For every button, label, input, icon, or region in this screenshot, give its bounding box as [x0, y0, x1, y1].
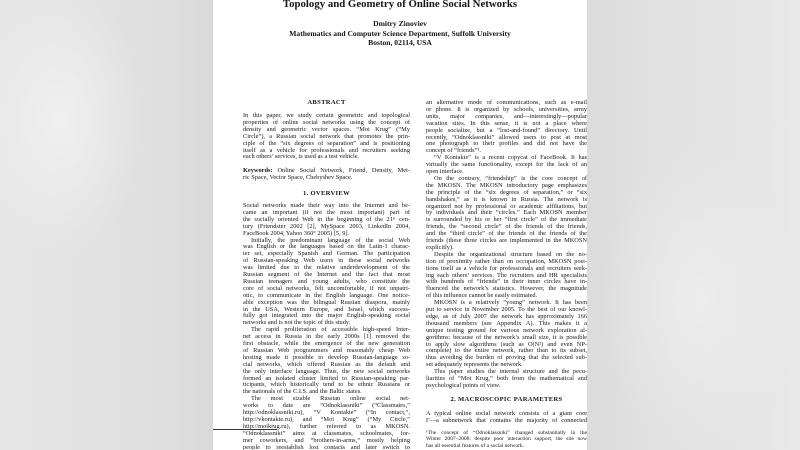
body-paragraph-line: of this influence cannot be easily estimated. — [426, 292, 538, 300]
footnote-line: Winter 2007–2008: despite poor interaction support, the site now — [426, 436, 587, 443]
body-paragraph-line: with hundreds of “friends” in their inner circles have in- — [426, 278, 587, 286]
abstract-line: each others’ services, is used as a test vehicle. — [243, 153, 360, 161]
author-affiliation: Mathematics and Computer Science Department, Suffolk University — [289, 28, 511, 38]
body-paragraph-line: unique testing ground for various network exploration al- — [426, 326, 587, 334]
overview-paragraph-line: Initially, the predominant language of the social Web — [251, 236, 410, 244]
abstract-line: density and geometric vector spaces. “Moi Krug” (“My — [243, 125, 410, 133]
body-paragraph-line: liarities of “Moi Krug,” both from the mathematical and — [426, 375, 587, 382]
overview-paragraph-line: The most sizable Russian online social net- — [251, 395, 410, 403]
overview-paragraph-line: http://odnoklassniki.ru), “V Kontakte” (“In contact,”, — [243, 409, 410, 416]
overview-paragraph-line: http://vkontakte.ru), and “Moi Krug” (“My Circle,” — [243, 415, 410, 423]
body-paragraph-line: friends, the “second circle” of the friends of the friends, — [426, 223, 587, 231]
overview-paragraph-line: the nationals of the C.I.S. and the Baltic states. — [243, 388, 362, 396]
overview-paragraph-line: came an important (if not the most important) part of — [243, 208, 410, 216]
body-paragraph-line: the MKOSN. The MKOSN introductory page emphasizes — [426, 181, 587, 189]
body-paragraph-line: vacation sites. In this sense, it is not a place where — [426, 119, 587, 127]
overview-paragraph-line: cial networks, which offered Russian as the default and — [243, 360, 410, 368]
abstract-line: ciple of the “six degrees of separation” and is positioning — [243, 139, 410, 147]
overview-paragraph-line: in the USA, Western Europe, and Israel, which success- — [243, 305, 410, 313]
overview-paragraph-line: ter set, especially Spanish and German. The participation — [243, 250, 410, 258]
overview-paragraph-line: networks and is not the topic of this study. — [243, 319, 351, 327]
overview-paragraph-line: hosting made it possible to develop Russian-language so- — [243, 353, 410, 361]
section-heading-overview: 1. OVERVIEW — [302, 190, 351, 197]
body-paragraph-line: put to service in November 2005. To the best of our knowl- — [426, 306, 587, 313]
keywords-label: Keywords: — [243, 167, 273, 174]
overview-paragraph-line: the socially oriented Web in the beginning of the 21ˢᵗ cen- — [243, 215, 410, 223]
body-paragraph-line: an alternative mode of communications, such as e-mail — [426, 99, 587, 106]
overview-paragraph-line: net access in Russia in the early 2000s [1] removed the — [243, 333, 410, 341]
overview-paragraph-line: formed an isolated cluster limited to Russian-speaking par- — [243, 374, 410, 382]
overview-paragraph-line: works to date are “Odnoklassniki” (“Classmates,” — [243, 402, 410, 410]
body-paragraph-line: tions itself as a vehicle for professionals and recruiters seek- — [426, 264, 587, 272]
overview-paragraph-line: first obstacle, while the emergence of the new generation — [243, 340, 410, 347]
footnote-line: ¹The concept of “Odnoklassniki” changed substantially in the — [426, 430, 587, 436]
abstract-line: In this paper, we study certain geometric and topological — [243, 112, 410, 119]
overview-paragraph-line: Russian teenagers and young adults, who constitute the — [243, 277, 410, 285]
body-paragraph-line: people socialize, but a “lost-and-found” directory. Until — [426, 126, 587, 134]
abstract-line: properties of online social networks using the concept of — [243, 118, 410, 126]
overview-paragraph-line: The rapid proliferation of accessible high-speed Inter- — [251, 326, 410, 334]
body-paragraph-line: recently, “Odnoklassniki” allowed users to post at most — [426, 133, 587, 141]
body-paragraph-line: tion of proximity rather than on occupation, MKOSN posi- — [426, 257, 587, 265]
body-paragraph-line: concept of “friends”¹. — [426, 147, 481, 155]
overview-paragraph-line: Russian segment of the Internet and the fact that most — [243, 271, 410, 278]
body-paragraph-line: MKOSN is a relatively “young” network. It has been — [434, 299, 587, 307]
overview-paragraph-line: of Russian Web programmers and reasonably cheap Web — [243, 346, 410, 354]
overview-paragraph-line: core of social networks, felt uncomfortable, if not unpatri- — [243, 284, 410, 292]
macroscopic-paragraph-line: Γ—a subnetwork that contains the majority of connected — [426, 416, 587, 424]
abstract-line: itself as a vehicle for professionals and recruiters seeking — [243, 146, 410, 154]
overview-paragraph-line: Social networks made their way into the Internet and be- — [243, 202, 410, 209]
body-paragraph-line: friends (these three circles are implemented in the MKOSN — [426, 237, 587, 244]
body-paragraph-line: one photograph to their profiles and did not have the — [426, 140, 587, 148]
overview-paragraph-line: the only interface language. Thus, the new social networks — [243, 367, 410, 375]
body-paragraph-line: thousand members (see Appendix A). This makes it a — [426, 319, 587, 327]
section-heading-macroscopic: 2. MACROSCOPIC PARAMETERS — [450, 396, 563, 403]
body-paragraph-line: to apply slow algorithms (such as O(N²) and even NP- — [426, 340, 587, 348]
body-paragraph-line: the principle of the “six degrees of separation,” or “six — [426, 188, 587, 196]
overview-paragraph-line: fully got integrated into the major English-speaking social — [243, 312, 410, 320]
keywords-text: ric Space, Vector Space, Chebyshev Space. — [243, 173, 353, 181]
body-paragraph-line: ing each others’ services. The recruiters and HR specialists — [426, 271, 587, 279]
footnote-line: has all essential features of a social network. — [426, 442, 525, 449]
body-paragraph-line: units, major companies, and—interestingly—popular — [426, 112, 587, 120]
paper-title: Topology and Geometry of Online Social Networks — [282, 0, 518, 10]
overview-paragraph-line: mer coworkers, and “brothers-in-arms,” mostly helping — [243, 436, 410, 444]
body-paragraph-line: edge, as of July 2007 the network has approximately 166 — [426, 312, 587, 320]
body-paragraph-line: handshakes,” as it is known in Russia. The network is — [426, 195, 587, 203]
abstract-heading: ABSTRACT — [307, 99, 346, 106]
overview-paragraph-line: people to reestablish lost contacts and later switch to — [243, 443, 410, 450]
overview-paragraph-line: otic, to communicate in the English language. One notice- — [243, 291, 410, 299]
overview-paragraph-line: of Russian-speaking Web users in these social networks — [243, 257, 410, 265]
body-paragraph-line: explicitly). — [426, 243, 454, 251]
body-paragraph-line: by individuals and their “circles.” Each MKOSN member — [426, 209, 587, 217]
body-paragraph-line: open interface. — [426, 168, 464, 175]
abstract-line: Circle”), a Russian social network that promotes the prin- — [243, 132, 410, 140]
body-paragraph-line: or phone. It is organized by schools, universities, army — [426, 105, 587, 113]
keywords-text: Online Social Network, Friend, Density, Met- — [272, 167, 410, 174]
macroscopic-paragraph-line: A typical online social network consists of a giant core — [426, 410, 587, 417]
overview-paragraph-line: able exception was the bilingual Russian diaspora, mainly — [243, 298, 410, 306]
author-name: Dmitry Zinoviev — [373, 19, 427, 28]
overview-paragraph-line: “Odnoklassniki” aims at classmates, schoolmates, for- — [243, 429, 410, 437]
body-paragraph-line: psychological points of view. — [426, 381, 501, 389]
body-paragraph-line: thus avoiding the burden of proving that the selected sub- — [426, 354, 587, 362]
body-paragraph-line: set adequately represents the network. — [426, 361, 523, 369]
overview-paragraph-line: ticipants, which historically tend to be ethnic Russians or — [243, 381, 410, 389]
body-paragraph-line: gorithms: because of the network’s small size, it is possible — [426, 333, 587, 341]
body-paragraph-line: fluenced the network’s statistics. However, the magnitude — [426, 285, 587, 293]
footnote-rule — [213, 429, 277, 430]
body-paragraph-line: This paper studies the internal structure and the pecu- — [434, 368, 587, 376]
body-paragraph-line: and the “third circle” of the friends of the friends of the — [426, 230, 587, 238]
body-paragraph-line: “V Kontakte” is a recent copycat of FaceBook. It has — [434, 154, 587, 162]
overview-paragraph-line: http://moikrug.ru), further referred to as MKOSN. — [243, 422, 410, 430]
body-paragraph-line: On the contrary, “friendship” is the core concept of — [434, 174, 587, 182]
body-paragraph-line: Despite the organizational structure based on the no- — [434, 250, 587, 258]
overview-paragraph-line: was limited due to the relative underdevelopment of the — [243, 264, 410, 272]
paper-page — [213, 0, 587, 450]
author-location: Boston, 02114, USA — [368, 38, 432, 47]
body-paragraph-line: is surrounded by his or her “first circle” of the immediate — [426, 216, 587, 224]
body-paragraph-line: virtually the same functionality, except for the lack of an — [426, 161, 587, 169]
overview-paragraph-line: tury (Friendster 2002 [2], MySpace 2003, LinkedIn 2004, — [243, 222, 410, 230]
body-paragraph-line: organized not by professional or academic affiliations, but — [426, 202, 587, 210]
overview-paragraph-line: was English or the languages based on the Latin-1 charac- — [243, 243, 410, 251]
body-paragraph-line: complete) to the entire network, rather than to its subset, — [426, 347, 587, 355]
overview-paragraph-line: FaceBook 2004, Yahoo 360° 2005) [5, 9]. — [243, 229, 350, 237]
